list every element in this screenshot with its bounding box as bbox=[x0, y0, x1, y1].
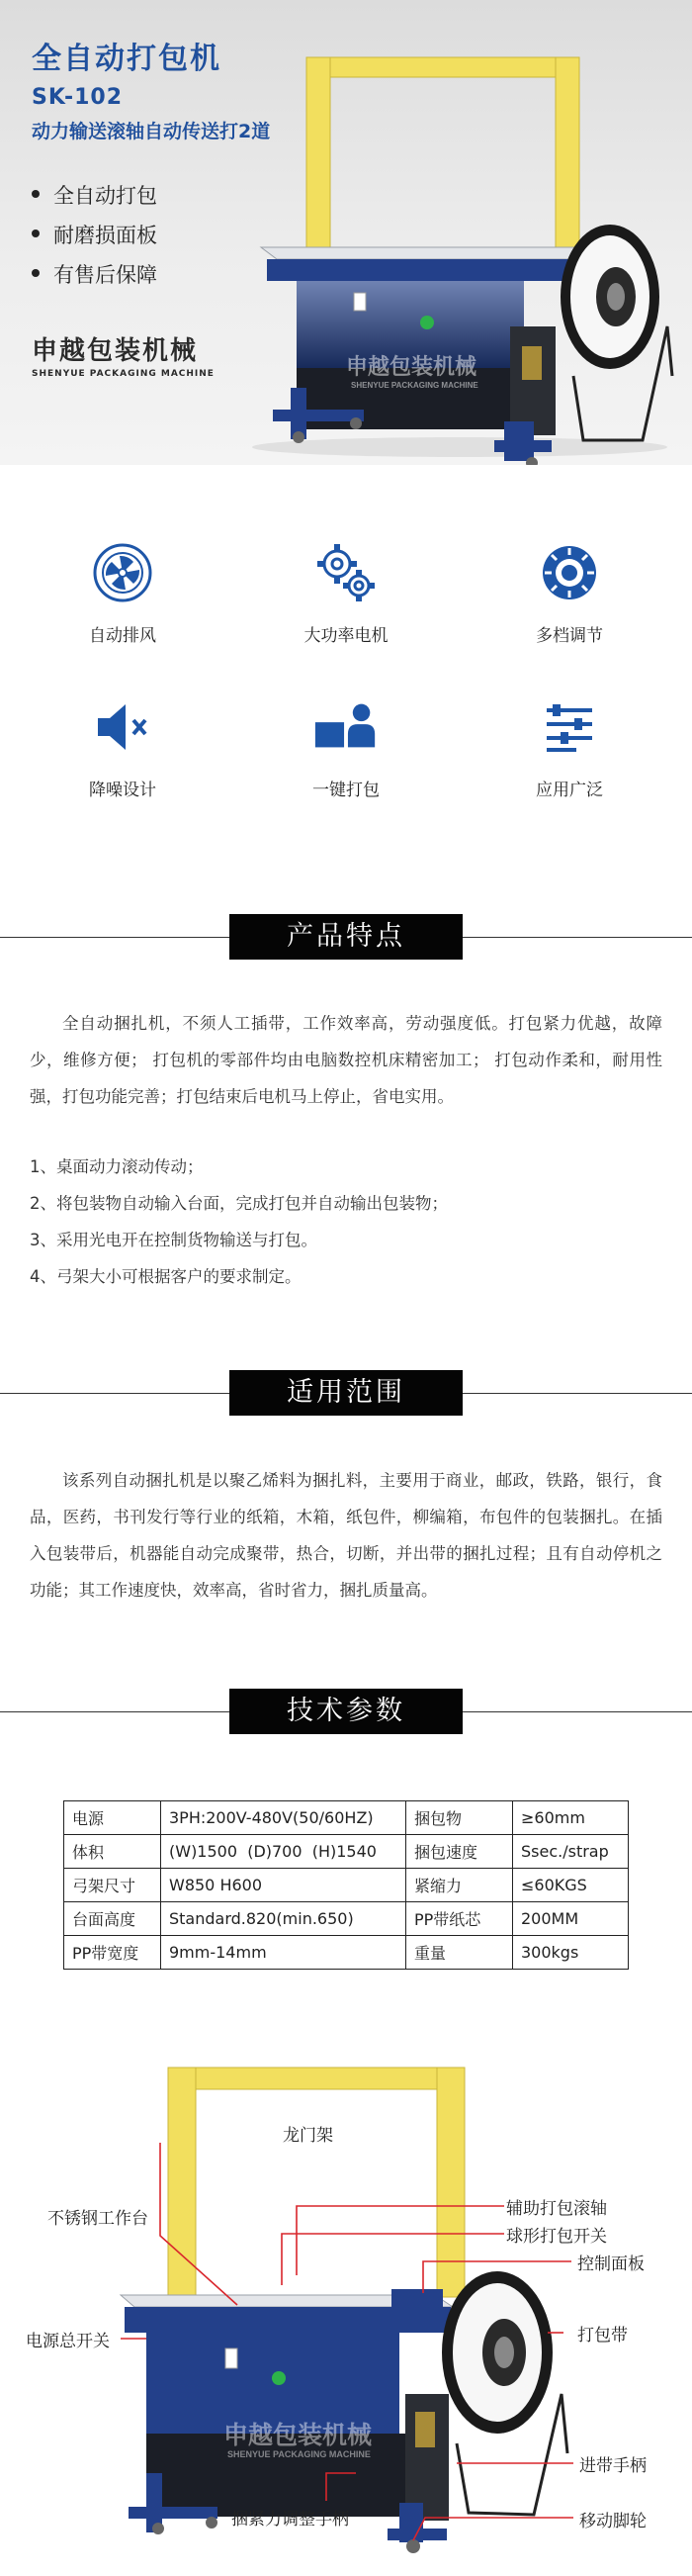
gears-icon bbox=[311, 538, 381, 607]
spec-value: 3PH:200V-480V(50/60HZ) bbox=[161, 1801, 406, 1835]
svg-text:SHENYUE PACKAGING MACHINE: SHENYUE PACKAGING MACHINE bbox=[227, 2449, 371, 2459]
feature-label: 大功率电机 bbox=[303, 626, 389, 646]
feature-label: 应用广泛 bbox=[536, 781, 603, 800]
spec-value: Standard.820(min.650) bbox=[161, 1902, 406, 1936]
machine-diagram-image bbox=[0, 2038, 692, 2576]
feature-label: 降噪设计 bbox=[89, 781, 156, 800]
spec-table bbox=[63, 1800, 629, 1970]
hero-bullet-text: 有售后保障 bbox=[53, 263, 157, 287]
brand-name-cn: 申越包装机械 bbox=[32, 336, 199, 366]
spec-value: 200MM bbox=[513, 1902, 629, 1936]
callout-control-panel: 控制面板 bbox=[577, 2254, 645, 2274]
callout-feed-handle: 进带手柄 bbox=[579, 2456, 647, 2476]
spec-key: 紧缩力 bbox=[406, 1869, 513, 1902]
callout-power-switch: 电源总开关 bbox=[26, 2332, 110, 2351]
feature-label: 一键打包 bbox=[312, 781, 380, 800]
section-title: 技术参数 bbox=[229, 1689, 463, 1734]
spec-key: 台面高度 bbox=[64, 1902, 161, 1936]
section-title: 适用范围 bbox=[229, 1370, 463, 1416]
brand-name-en: SHENYUE PACKAGING MACHINE bbox=[32, 369, 215, 379]
product-model: SK-102 bbox=[32, 85, 124, 110]
spec-value: W850 H600 bbox=[161, 1869, 406, 1902]
spec-value: 300kgs bbox=[513, 1936, 629, 1970]
callout-caster: 移动脚轮 bbox=[579, 2512, 647, 2531]
spec-value: 9mm-14mm bbox=[161, 1936, 406, 1970]
feature-item bbox=[24, 692, 221, 800]
spec-key: 电源 bbox=[64, 1801, 161, 1835]
table-row bbox=[64, 1936, 629, 1970]
feature-item bbox=[471, 538, 668, 646]
scope-paragraph: 该系列自动捆扎机是以聚乙烯料为捆扎料，主要用于商业，邮政，铁路，银行，食品，医药，书刊发行等行业的纸箱，木箱，纸包件，柳编箱，布包件的包装捆扎。在插入包装带后，机器能自动完成聚带，热合，切断，并出带的捆扎过程；且有自动停机之功能；其工作速度快，效率高，省时省力，捆扎质量高。 bbox=[30, 1471, 662, 1600]
callout-ball-switch: 球形打包开关 bbox=[506, 2227, 607, 2247]
machine-image bbox=[0, 0, 692, 465]
table-row bbox=[64, 1835, 629, 1869]
spec-key: PP带纸芯 bbox=[406, 1902, 513, 1936]
dial-icon bbox=[535, 538, 604, 607]
machine-parts-diagram bbox=[0, 2038, 692, 2576]
svg-text:申越包装机械: 申越包装机械 bbox=[223, 2422, 373, 2449]
hero-bullet-text: 耐磨损面板 bbox=[53, 224, 157, 247]
section-title: 产品特点 bbox=[229, 914, 463, 960]
speaker-mute-icon bbox=[88, 692, 157, 762]
feature-item bbox=[247, 692, 445, 800]
one-touch-icon bbox=[311, 692, 381, 762]
spec-value: ≥60mm bbox=[513, 1801, 629, 1835]
features-list bbox=[30, 1149, 662, 1295]
feature-item bbox=[24, 538, 221, 646]
list-item: 2、将包装物自动输入台面，完成打包并自动输出包装物； bbox=[30, 1194, 448, 1213]
spec-key: 捆包物 bbox=[406, 1801, 513, 1835]
callout-strap: 打包带 bbox=[577, 2326, 628, 2346]
spec-key: PP带宽度 bbox=[64, 1936, 161, 1970]
list-item: 4、弓架大小可根据客户的要求制定。 bbox=[30, 1267, 302, 1286]
spec-value: (W)1500 (D)700 (H)1540 bbox=[161, 1835, 406, 1869]
hero-banner bbox=[0, 0, 692, 465]
feature-icons-grid bbox=[0, 506, 692, 843]
feature-item bbox=[247, 538, 445, 646]
feature-label: 多档调节 bbox=[536, 626, 603, 646]
section-header-scope bbox=[0, 1370, 692, 1416]
section-header-features bbox=[0, 914, 692, 960]
callout-aux-roller: 辅助打包滚轴 bbox=[506, 2199, 607, 2219]
table-row bbox=[64, 1801, 629, 1835]
table-row bbox=[64, 1869, 629, 1902]
features-paragraph: 全自动捆扎机，不须人工插带，工作效率高，劳动强度低。打包紧力优越，故障少，维修方便； 打包机的零部件均由电脑数控机床精密加工； 打包动作柔和，耐用性强，打包功能完善；打包结束后电机马上停止，省电实用。 bbox=[30, 1014, 662, 1106]
spec-key: 捆包速度 bbox=[406, 1835, 513, 1869]
spec-value: Ssec./strap bbox=[513, 1835, 629, 1869]
callout-arch: 龙门架 bbox=[283, 2126, 333, 2146]
callout-tension-handle: 捆紧力调整手柄 bbox=[231, 2510, 349, 2530]
spec-value: ≤60KGS bbox=[513, 1869, 629, 1902]
spec-key: 弓架尺寸 bbox=[64, 1869, 161, 1902]
callout-steel-table: 不锈钢工作台 bbox=[47, 2209, 148, 2229]
section-header-specs bbox=[0, 1689, 692, 1734]
sliders-icon bbox=[535, 692, 604, 762]
spec-key: 重量 bbox=[406, 1936, 513, 1970]
svg-text:申越包装机械: 申越包装机械 bbox=[346, 354, 477, 379]
table-row bbox=[64, 1902, 629, 1936]
feature-label: 自动排风 bbox=[89, 626, 156, 646]
svg-text:SHENYUE PACKAGING MACHINE: SHENYUE PACKAGING MACHINE bbox=[351, 381, 478, 390]
spec-key: 体积 bbox=[64, 1835, 161, 1869]
feature-item bbox=[471, 692, 668, 800]
product-title: 全自动打包机 bbox=[32, 42, 221, 76]
list-item: 3、采用光电开在控制货物输送与打包。 bbox=[30, 1231, 317, 1249]
fan-icon bbox=[88, 538, 157, 607]
hero-bullet-text: 全自动打包 bbox=[53, 184, 157, 208]
product-subtitle: 动力输送滚轴自动传送打2道 bbox=[32, 121, 271, 142]
list-item: 1、桌面动力滚动传动； bbox=[30, 1157, 204, 1176]
